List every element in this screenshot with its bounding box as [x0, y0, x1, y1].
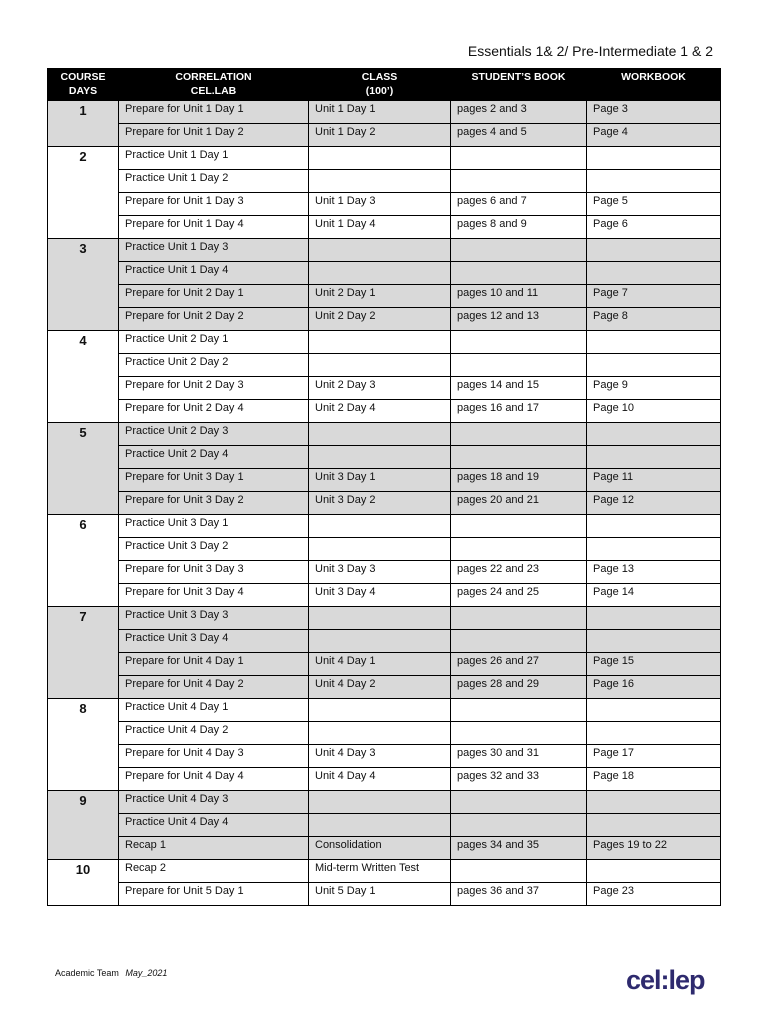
column-header-line1: WORKBOOK	[621, 71, 686, 83]
table-row	[48, 515, 721, 538]
correlation-cell: Prepare for Unit 3 Day 4	[119, 584, 309, 607]
correlation-cell: Practice Unit 1 Day 1	[119, 147, 309, 170]
table-row	[48, 860, 721, 883]
class-cell: Unit 4 Day 2	[309, 676, 451, 699]
table-header	[48, 69, 721, 101]
class-cell: Unit 4 Day 3	[309, 745, 451, 768]
class-cell	[309, 722, 451, 745]
students-book-cell	[451, 515, 587, 538]
correlation-cell: Prepare for Unit 2 Day 4	[119, 400, 309, 423]
students-book-cell: pages 18 and 19	[451, 469, 587, 492]
column-header-line2: (100’)	[365, 85, 394, 97]
column-header	[587, 69, 721, 101]
column-header-line1: STUDENT’S BOOK	[471, 71, 566, 83]
workbook-cell	[587, 331, 721, 354]
correlation-cell: Prepare for Unit 4 Day 1	[119, 653, 309, 676]
correlation-cell: Prepare for Unit 5 Day 1	[119, 883, 309, 906]
class-cell: Unit 2 Day 2	[309, 308, 451, 331]
correlation-cell: Practice Unit 2 Day 1	[119, 331, 309, 354]
correlation-cell: Prepare for Unit 1 Day 3	[119, 193, 309, 216]
correlation-cell: Practice Unit 1 Day 2	[119, 170, 309, 193]
table-row	[48, 124, 721, 147]
students-book-cell	[451, 791, 587, 814]
students-book-cell	[451, 814, 587, 837]
workbook-cell: Page 4	[587, 124, 721, 147]
correlation-cell: Practice Unit 4 Day 1	[119, 699, 309, 722]
students-book-cell	[451, 446, 587, 469]
table-row	[48, 239, 721, 262]
class-cell: Unit 1 Day 4	[309, 216, 451, 239]
workbook-cell: Page 16	[587, 676, 721, 699]
course-day-cell: 5	[48, 423, 119, 515]
table-row	[48, 193, 721, 216]
workbook-cell	[587, 630, 721, 653]
workbook-cell: Page 8	[587, 308, 721, 331]
table-row	[48, 469, 721, 492]
correlation-cell: Prepare for Unit 3 Day 3	[119, 561, 309, 584]
column-header	[119, 69, 309, 101]
workbook-cell: Page 23	[587, 883, 721, 906]
workbook-cell: Page 7	[587, 285, 721, 308]
class-cell	[309, 814, 451, 837]
table-row	[48, 699, 721, 722]
students-book-cell	[451, 607, 587, 630]
students-book-cell: pages 2 and 3	[451, 101, 587, 124]
table-row	[48, 147, 721, 170]
workbook-cell	[587, 860, 721, 883]
column-header-line2: CEL.LAB	[190, 85, 237, 97]
course-day-cell: 8	[48, 699, 119, 791]
correlation-cell: Recap 1	[119, 837, 309, 860]
class-cell: Mid-term Written Test	[309, 860, 451, 883]
students-book-cell	[451, 331, 587, 354]
document-title: Essentials 1& 2/ Pre-Intermediate 1 & 2	[467, 43, 713, 59]
workbook-cell: Page 10	[587, 400, 721, 423]
class-cell: Unit 1 Day 1	[309, 101, 451, 124]
table-header-row	[48, 69, 721, 101]
table-row	[48, 538, 721, 561]
students-book-cell	[451, 147, 587, 170]
correlation-cell: Recap 2	[119, 860, 309, 883]
course-day-cell: 2	[48, 147, 119, 239]
correlation-cell: Prepare for Unit 2 Day 3	[119, 377, 309, 400]
students-book-cell	[451, 239, 587, 262]
column-header	[309, 69, 451, 101]
workbook-cell	[587, 147, 721, 170]
correlation-cell: Prepare for Unit 4 Day 2	[119, 676, 309, 699]
correlation-cell: Prepare for Unit 3 Day 1	[119, 469, 309, 492]
workbook-cell: Page 6	[587, 216, 721, 239]
table-row	[48, 446, 721, 469]
workbook-cell	[587, 446, 721, 469]
footer-date: May_2021	[125, 968, 168, 978]
table-row	[48, 170, 721, 193]
table-row	[48, 492, 721, 515]
students-book-cell	[451, 538, 587, 561]
table-row	[48, 584, 721, 607]
correlation-cell: Practice Unit 2 Day 2	[119, 354, 309, 377]
course-day-cell: 4	[48, 331, 119, 423]
class-cell: Unit 4 Day 4	[309, 768, 451, 791]
footer-team: Academic Team	[55, 968, 119, 978]
table-row	[48, 216, 721, 239]
workbook-cell: Page 18	[587, 768, 721, 791]
table-row	[48, 308, 721, 331]
course-schedule-table	[47, 68, 721, 906]
class-cell	[309, 331, 451, 354]
workbook-cell: Page 14	[587, 584, 721, 607]
table-row	[48, 768, 721, 791]
table-row	[48, 354, 721, 377]
correlation-cell: Practice Unit 3 Day 1	[119, 515, 309, 538]
workbook-cell	[587, 170, 721, 193]
course-day-cell: 9	[48, 791, 119, 860]
class-cell: Unit 5 Day 1	[309, 883, 451, 906]
class-cell: Unit 2 Day 4	[309, 400, 451, 423]
workbook-cell	[587, 538, 721, 561]
class-cell	[309, 607, 451, 630]
workbook-cell	[587, 239, 721, 262]
table-row	[48, 423, 721, 446]
class-cell: Consolidation	[309, 837, 451, 860]
column-header-line1: CLASS	[361, 71, 398, 83]
correlation-cell: Prepare for Unit 1 Day 1	[119, 101, 309, 124]
workbook-cell	[587, 262, 721, 285]
table-row	[48, 377, 721, 400]
correlation-cell: Practice Unit 3 Day 2	[119, 538, 309, 561]
logo-text: cel:lep	[626, 965, 705, 995]
correlation-cell: Practice Unit 2 Day 4	[119, 446, 309, 469]
class-cell	[309, 239, 451, 262]
class-cell: Unit 1 Day 3	[309, 193, 451, 216]
footer	[55, 968, 167, 978]
correlation-cell: Practice Unit 1 Day 3	[119, 239, 309, 262]
class-cell: Unit 2 Day 3	[309, 377, 451, 400]
students-book-cell: pages 22 and 23	[451, 561, 587, 584]
students-book-cell: pages 4 and 5	[451, 124, 587, 147]
students-book-cell: pages 24 and 25	[451, 584, 587, 607]
course-day-cell: 3	[48, 239, 119, 331]
correlation-cell: Practice Unit 3 Day 4	[119, 630, 309, 653]
cellep-logo	[626, 962, 706, 998]
class-cell	[309, 791, 451, 814]
correlation-cell: Prepare for Unit 1 Day 4	[119, 216, 309, 239]
table-row	[48, 630, 721, 653]
table-row	[48, 101, 721, 124]
table-row	[48, 722, 721, 745]
class-cell	[309, 699, 451, 722]
students-book-cell	[451, 423, 587, 446]
students-book-cell: pages 8 and 9	[451, 216, 587, 239]
course-day-cell: 1	[48, 101, 119, 147]
correlation-cell: Practice Unit 1 Day 4	[119, 262, 309, 285]
students-book-cell	[451, 170, 587, 193]
correlation-cell: Prepare for Unit 2 Day 2	[119, 308, 309, 331]
students-book-cell: pages 10 and 11	[451, 285, 587, 308]
workbook-cell: Page 13	[587, 561, 721, 584]
workbook-cell	[587, 814, 721, 837]
table-row	[48, 561, 721, 584]
class-cell	[309, 538, 451, 561]
students-book-cell: pages 28 and 29	[451, 676, 587, 699]
students-book-cell: pages 6 and 7	[451, 193, 587, 216]
class-cell	[309, 262, 451, 285]
class-cell: Unit 2 Day 1	[309, 285, 451, 308]
workbook-cell	[587, 791, 721, 814]
column-header	[48, 69, 119, 101]
table-row	[48, 676, 721, 699]
correlation-cell: Prepare for Unit 1 Day 2	[119, 124, 309, 147]
students-book-cell: pages 12 and 13	[451, 308, 587, 331]
students-book-cell: pages 14 and 15	[451, 377, 587, 400]
students-book-cell: pages 20 and 21	[451, 492, 587, 515]
table-row	[48, 262, 721, 285]
workbook-cell: Page 5	[587, 193, 721, 216]
students-book-cell: pages 36 and 37	[451, 883, 587, 906]
table-row	[48, 745, 721, 768]
workbook-cell: Page 17	[587, 745, 721, 768]
correlation-cell: Practice Unit 4 Day 2	[119, 722, 309, 745]
students-book-cell: pages 26 and 27	[451, 653, 587, 676]
course-day-cell: 10	[48, 860, 119, 906]
students-book-cell	[451, 354, 587, 377]
table-row	[48, 883, 721, 906]
correlation-cell: Prepare for Unit 3 Day 2	[119, 492, 309, 515]
workbook-cell	[587, 515, 721, 538]
class-cell	[309, 446, 451, 469]
workbook-cell	[587, 607, 721, 630]
class-cell	[309, 147, 451, 170]
table-row	[48, 837, 721, 860]
workbook-cell	[587, 722, 721, 745]
class-cell: Unit 3 Day 1	[309, 469, 451, 492]
correlation-cell: Practice Unit 4 Day 4	[119, 814, 309, 837]
workbook-cell	[587, 354, 721, 377]
column-header	[451, 69, 587, 101]
correlation-cell: Practice Unit 2 Day 3	[119, 423, 309, 446]
table-row	[48, 653, 721, 676]
table-row	[48, 331, 721, 354]
students-book-cell	[451, 722, 587, 745]
workbook-cell: Page 15	[587, 653, 721, 676]
class-cell	[309, 354, 451, 377]
table-row	[48, 607, 721, 630]
students-book-cell: pages 30 and 31	[451, 745, 587, 768]
table-row	[48, 791, 721, 814]
table-body	[48, 101, 721, 906]
correlation-cell: Practice Unit 4 Day 3	[119, 791, 309, 814]
correlation-cell: Prepare for Unit 4 Day 3	[119, 745, 309, 768]
class-cell	[309, 515, 451, 538]
correlation-cell: Prepare for Unit 4 Day 4	[119, 768, 309, 791]
students-book-cell: pages 32 and 33	[451, 768, 587, 791]
class-cell: Unit 4 Day 1	[309, 653, 451, 676]
correlation-cell: Practice Unit 3 Day 3	[119, 607, 309, 630]
column-header-line1: COURSE	[60, 71, 106, 83]
table-row	[48, 285, 721, 308]
class-cell: Unit 3 Day 3	[309, 561, 451, 584]
class-cell	[309, 170, 451, 193]
workbook-cell	[587, 699, 721, 722]
column-header-line1: CORRELATION	[175, 71, 252, 83]
students-book-cell	[451, 860, 587, 883]
class-cell: Unit 1 Day 2	[309, 124, 451, 147]
students-book-cell	[451, 699, 587, 722]
students-book-cell	[451, 262, 587, 285]
course-day-cell: 7	[48, 607, 119, 699]
students-book-cell	[451, 630, 587, 653]
class-cell	[309, 630, 451, 653]
workbook-cell	[587, 423, 721, 446]
students-book-cell: pages 16 and 17	[451, 400, 587, 423]
workbook-cell: Pages 19 to 22	[587, 837, 721, 860]
correlation-cell: Prepare for Unit 2 Day 1	[119, 285, 309, 308]
course-day-cell: 6	[48, 515, 119, 607]
table-row	[48, 814, 721, 837]
table-row	[48, 400, 721, 423]
class-cell: Unit 3 Day 2	[309, 492, 451, 515]
class-cell: Unit 3 Day 4	[309, 584, 451, 607]
class-cell	[309, 423, 451, 446]
workbook-cell: Page 3	[587, 101, 721, 124]
workbook-cell: Page 12	[587, 492, 721, 515]
workbook-cell: Page 11	[587, 469, 721, 492]
column-header-line2: DAYS	[68, 85, 98, 97]
workbook-cell: Page 9	[587, 377, 721, 400]
students-book-cell: pages 34 and 35	[451, 837, 587, 860]
